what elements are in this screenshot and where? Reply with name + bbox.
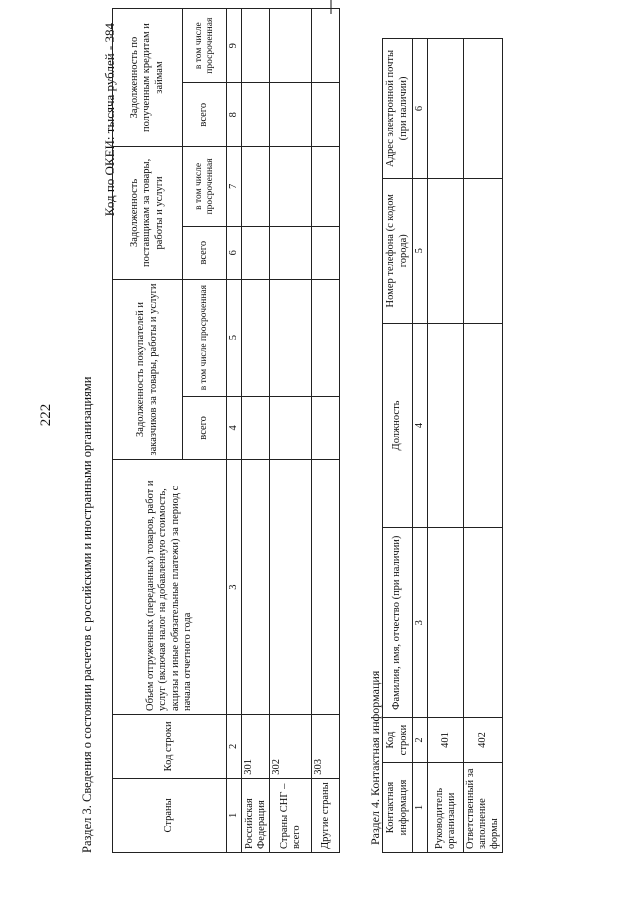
col-number: 3	[227, 460, 242, 715]
input-cell[interactable]	[428, 39, 464, 179]
col-header-position: Должность	[383, 323, 413, 528]
input-cell[interactable]	[242, 83, 270, 147]
input-cell[interactable]	[242, 147, 270, 227]
col-header-fio: Фамилия, имя, отчество (при наличии)	[383, 528, 413, 718]
table-row	[428, 39, 464, 853]
col-header-total: всего	[183, 226, 227, 279]
input-cell[interactable]	[312, 147, 340, 227]
input-cell[interactable]	[242, 9, 270, 83]
row-label: Ответственный за заполнение формы	[464, 763, 503, 853]
input-cell[interactable]	[270, 279, 312, 396]
row-code: 301	[242, 715, 270, 779]
col-header-contact: Контактная информация	[383, 763, 413, 853]
row-code: 401	[428, 718, 464, 763]
input-cell[interactable]	[242, 396, 270, 460]
col-header-loans-debt: Задолженность по полученным кредитам и займам	[113, 9, 183, 147]
col-number: 2	[413, 718, 428, 763]
col-header-suppliers-debt: Задолженность поставщикам за товары, работы и услуги	[113, 147, 183, 280]
col-header-email: Адрес электронной почты (при наличии)	[383, 39, 413, 179]
table-row	[464, 39, 503, 853]
col-number: 6	[227, 226, 242, 279]
input-cell[interactable]	[242, 460, 270, 715]
col-header-row-code: Код строки	[383, 718, 413, 763]
row-label: Российская Федерация	[242, 778, 270, 852]
row-code: 303	[312, 715, 340, 779]
section3-table	[112, 8, 340, 853]
input-cell[interactable]	[428, 178, 464, 323]
input-cell[interactable]	[242, 226, 270, 279]
col-number: 4	[413, 323, 428, 528]
input-cell[interactable]	[242, 279, 270, 396]
col-number: 6	[413, 39, 428, 179]
col-number: 9	[227, 9, 242, 83]
col-number: 1	[227, 778, 242, 852]
input-cell[interactable]	[464, 39, 503, 179]
col-header-buyers-debt: Задолженность покупателей и заказчиков за товары, работы и услуги	[113, 279, 183, 459]
col-header-row-code: Код строки	[113, 715, 227, 779]
input-cell[interactable]	[312, 226, 340, 279]
col-number: 8	[227, 83, 242, 147]
col-header-volume: Объем отгруженных (переданных) товаров, работ и услуг (включая налог на добавленную стоимость, акцизы и иные обязательные платежи) за период с начала отчетного года	[113, 460, 227, 715]
section4-title: Раздел 4. Контактная информация	[368, 670, 382, 845]
col-header-overdue: в том числе просроченная	[183, 147, 227, 227]
input-cell[interactable]	[464, 528, 503, 718]
col-number: 5	[227, 279, 242, 396]
col-number: 2	[227, 715, 242, 779]
okei-code: Код по ОКЕИ: тысяча рублей - 384	[102, 23, 117, 217]
col-header-overdue: в том числе просроченная	[183, 9, 227, 83]
row-code: 402	[464, 718, 503, 763]
input-cell[interactable]	[428, 323, 464, 528]
input-cell[interactable]	[270, 460, 312, 715]
input-cell[interactable]	[270, 396, 312, 460]
input-cell[interactable]	[312, 9, 340, 83]
row-code: 302	[270, 715, 312, 779]
col-header-total: всего	[183, 83, 227, 147]
input-cell[interactable]	[428, 528, 464, 718]
section4-table	[382, 38, 503, 853]
input-cell[interactable]	[464, 178, 503, 323]
col-number: 3	[413, 528, 428, 718]
col-header-phone: Номер телефона (с кодом города)	[383, 178, 413, 323]
col-header-total: всего	[183, 396, 227, 460]
col-number: 7	[227, 147, 242, 227]
col-header-overdue: в том числе просроченная	[183, 279, 227, 396]
section3-title: Раздел 3. Сведения о состоянии расчетов с российскими и иностранными организациями	[80, 376, 94, 853]
table-row	[312, 9, 340, 853]
input-cell[interactable]	[312, 279, 340, 396]
input-cell[interactable]	[312, 83, 340, 147]
input-cell[interactable]	[312, 460, 340, 715]
input-cell[interactable]	[270, 226, 312, 279]
page-number: 222	[38, 403, 54, 427]
input-cell[interactable]	[312, 396, 340, 460]
input-cell[interactable]	[270, 147, 312, 227]
col-number: 1	[413, 763, 428, 853]
table-row	[270, 9, 312, 853]
row-label: Другие страны	[312, 778, 340, 852]
col-header-countries: Страны	[113, 778, 227, 852]
col-number: 4	[227, 396, 242, 460]
row-label: Страны СНГ – всего	[270, 778, 312, 852]
row-label: Руководитель организации	[428, 763, 464, 853]
table-row	[242, 9, 270, 853]
input-cell[interactable]	[270, 9, 312, 83]
input-cell[interactable]	[270, 83, 312, 147]
col-number: 5	[413, 178, 428, 323]
input-cell[interactable]	[464, 323, 503, 528]
